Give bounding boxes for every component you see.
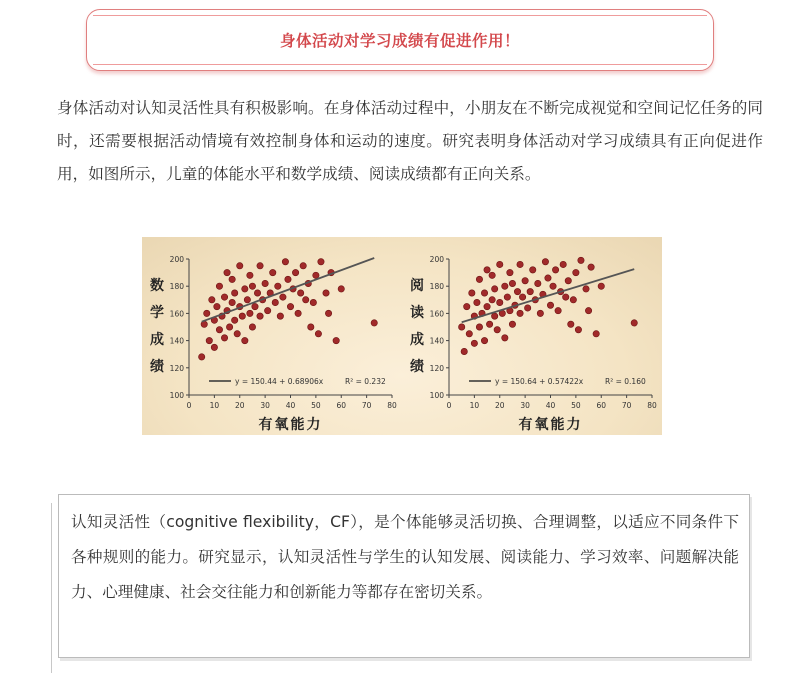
data-point <box>270 269 276 275</box>
data-point <box>221 294 227 300</box>
data-point <box>275 283 281 289</box>
data-point <box>461 348 467 354</box>
data-point <box>318 259 324 265</box>
data-point <box>300 263 306 269</box>
data-point <box>247 272 253 278</box>
data-point <box>262 280 268 286</box>
data-point <box>481 337 487 343</box>
data-point <box>237 263 243 269</box>
data-point <box>224 269 230 275</box>
data-point <box>471 340 477 346</box>
y-tick-label: 180 <box>429 282 444 292</box>
data-point <box>247 310 253 316</box>
data-point <box>226 324 232 330</box>
data-point <box>242 337 248 343</box>
data-point <box>563 294 569 300</box>
data-point <box>545 275 551 281</box>
data-point <box>491 286 497 292</box>
data-point <box>216 327 222 333</box>
data-point <box>239 313 245 319</box>
banner-title: 身体活动对学习成绩有促进作用！ <box>279 32 520 50</box>
data-point <box>323 290 329 296</box>
data-point <box>519 294 525 300</box>
data-point <box>285 276 291 282</box>
y-tick-label: 120 <box>169 363 184 373</box>
data-point <box>198 354 204 360</box>
data-point <box>308 324 314 330</box>
x-axis-label: 有氧能力 <box>518 417 583 433</box>
x-axis-label: 有氧能力 <box>258 417 323 433</box>
data-point <box>481 290 487 296</box>
x-tick-label: 0 <box>186 401 192 410</box>
x-tick-label: 10 <box>209 401 220 410</box>
data-point <box>497 261 503 267</box>
data-point <box>555 307 561 313</box>
y-tick-label: 100 <box>429 391 444 400</box>
data-point <box>527 288 533 294</box>
scatter-panel-2 <box>410 255 657 433</box>
y-tick-label: 140 <box>169 336 184 346</box>
data-point <box>231 290 237 296</box>
data-point <box>458 324 464 330</box>
x-tick-label: 70 <box>621 401 632 410</box>
y-axis-label-char: 绩 <box>150 359 164 375</box>
data-point <box>325 310 331 316</box>
data-point <box>631 320 637 326</box>
data-point <box>216 283 222 289</box>
y-axis-label-char: 阅 <box>410 278 424 294</box>
y-tick-label: 160 <box>429 309 444 319</box>
intro-paragraph: 身体活动对认知灵活性具有积极影响。在身体活动过程中，小朋友在不断完成视觉和空间记忆任务的同时，还需要根据活动情境有效控制身体和运动的速度。研究表明身体活动对学习成绩具有正向促进作用，如图所示，儿童的体能水平和数学成绩、阅读成绩都有正向关系。 <box>57 99 763 183</box>
data-point <box>466 331 472 337</box>
data-point <box>497 299 503 305</box>
data-point <box>514 288 520 294</box>
data-point <box>517 261 523 267</box>
x-tick-label: 40 <box>545 401 556 410</box>
legend-equation: y = 150.64 + 0.57422x <box>495 377 584 386</box>
data-point <box>204 310 210 316</box>
data-point <box>583 286 589 292</box>
data-point <box>598 283 604 289</box>
data-point <box>484 303 490 309</box>
data-point <box>221 335 227 341</box>
data-point <box>333 337 339 343</box>
data-point <box>522 278 528 284</box>
data-point <box>264 307 270 313</box>
x-tick-label: 20 <box>234 401 245 410</box>
data-point <box>280 294 286 300</box>
data-point <box>252 303 258 309</box>
data-point <box>249 324 255 330</box>
y-tick-label: 200 <box>429 255 444 264</box>
data-point <box>287 303 293 309</box>
data-point <box>502 335 508 341</box>
data-point <box>229 276 235 282</box>
data-point <box>249 283 255 289</box>
x-tick-label: 50 <box>311 401 321 410</box>
data-point <box>310 299 316 305</box>
data-point <box>476 324 482 330</box>
data-point <box>371 320 377 326</box>
data-point <box>474 299 480 305</box>
title-banner <box>86 9 714 71</box>
data-point <box>537 310 543 316</box>
data-point <box>489 272 495 278</box>
data-point <box>313 272 319 278</box>
y-axis-label-char: 读 <box>410 305 424 321</box>
data-point <box>560 261 566 267</box>
data-point <box>550 283 556 289</box>
data-point <box>524 305 530 311</box>
y-axis-label-char: 绩 <box>410 359 424 375</box>
data-point <box>578 257 584 263</box>
data-point <box>244 297 250 303</box>
x-tick-label: 80 <box>387 401 397 410</box>
data-point <box>211 344 217 350</box>
x-tick-label: 60 <box>596 401 607 410</box>
y-axis-label-char: 成 <box>410 332 424 348</box>
data-point <box>568 321 574 327</box>
data-point <box>573 269 579 275</box>
x-tick-label: 70 <box>361 401 372 410</box>
data-point <box>552 267 558 273</box>
data-point <box>254 290 260 296</box>
data-point <box>292 269 298 275</box>
regression-line <box>202 258 375 322</box>
data-point <box>484 267 490 273</box>
data-point <box>565 278 571 284</box>
y-axis-label-char: 学 <box>150 305 164 321</box>
data-point <box>206 337 212 343</box>
data-point <box>547 302 553 308</box>
data-point <box>593 331 599 337</box>
y-axis-label-char: 成 <box>150 332 164 348</box>
data-point <box>297 290 303 296</box>
y-tick-label: 100 <box>169 391 184 400</box>
data-point <box>303 297 309 303</box>
data-point <box>242 286 248 292</box>
y-tick-label: 160 <box>169 309 184 319</box>
data-point <box>502 283 508 289</box>
data-point <box>542 259 548 265</box>
data-point <box>229 299 235 305</box>
note-box <box>58 494 750 658</box>
data-point <box>257 313 263 319</box>
data-point <box>494 327 500 333</box>
x-tick-label: 50 <box>571 401 581 410</box>
x-tick-label: 40 <box>285 401 296 410</box>
data-point <box>585 307 591 313</box>
data-point <box>570 297 576 303</box>
data-point <box>491 313 497 319</box>
data-point <box>464 303 470 309</box>
y-axis-label-char: 数 <box>150 278 164 294</box>
y-tick-label: 200 <box>169 255 184 264</box>
data-point <box>231 317 237 323</box>
data-point <box>469 290 475 296</box>
data-point <box>530 267 536 273</box>
x-tick-label: 30 <box>520 401 530 410</box>
data-point <box>507 269 513 275</box>
data-point <box>509 280 515 286</box>
legend-equation: y = 150.44 + 0.68906x <box>235 377 324 386</box>
data-point <box>282 259 288 265</box>
legend-r2: R² = 0.160 <box>605 377 646 386</box>
scatter-panel-1 <box>150 255 397 433</box>
data-point <box>315 331 321 337</box>
data-point <box>295 310 301 316</box>
data-point <box>575 327 581 333</box>
x-tick-label: 30 <box>260 401 270 410</box>
data-point <box>486 321 492 327</box>
data-point <box>338 286 344 292</box>
data-point <box>588 264 594 270</box>
data-point <box>257 263 263 269</box>
data-point <box>277 313 283 319</box>
data-point <box>476 276 482 282</box>
data-point <box>209 297 215 303</box>
data-point <box>489 297 495 303</box>
x-tick-label: 0 <box>446 401 452 410</box>
x-tick-label: 10 <box>469 401 480 410</box>
data-point <box>535 280 541 286</box>
x-tick-label: 60 <box>336 401 347 410</box>
data-point <box>234 331 240 337</box>
y-tick-label: 140 <box>429 336 444 346</box>
legend-r2: R² = 0.232 <box>345 377 386 386</box>
y-tick-label: 180 <box>169 282 184 292</box>
y-tick-label: 120 <box>429 363 444 373</box>
scatter-figure <box>142 237 662 435</box>
note-paragraph: 认知灵活性（cognitive flexibility，CF），是个体能够灵活切换、合理调整，以适应不同条件下各种规则的能力。研究显示，认知灵活性与学生的认知发展、阅读能力、学习效率、问题解决能力、心理健康、社会交往能力和创新能力等都存在密切关系。 <box>71 513 739 601</box>
data-point <box>504 294 510 300</box>
x-tick-label: 80 <box>647 401 657 410</box>
scatter-plots-svg <box>142 237 662 435</box>
data-point <box>214 303 220 309</box>
data-point <box>509 321 515 327</box>
data-point <box>272 299 278 305</box>
data-point <box>517 310 523 316</box>
x-tick-label: 20 <box>494 401 505 410</box>
